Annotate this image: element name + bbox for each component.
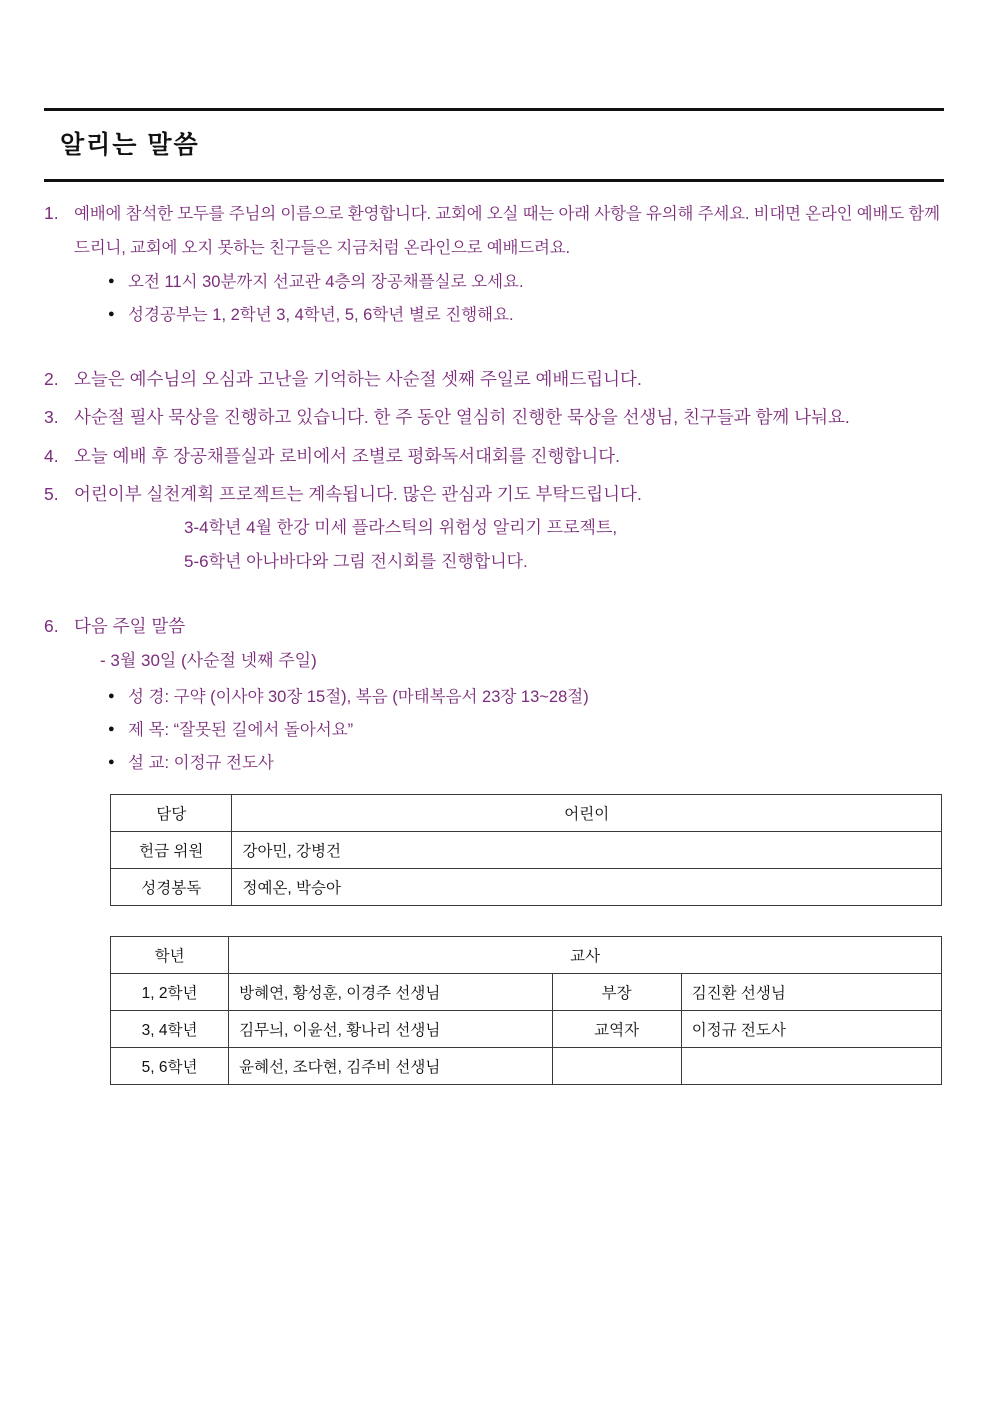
staff-person	[681, 1047, 941, 1084]
list-item: ● 성 경: 구약 (이사야 30장 15절), 복음 (마태복음서 23장 13~28절)	[108, 681, 942, 714]
item-number: 1.	[44, 203, 59, 223]
page-title: 알리는 말씀	[60, 131, 200, 159]
list-item	[44, 362, 942, 396]
duty-names: 강아민, 강병건	[232, 831, 942, 868]
table-row	[111, 936, 942, 973]
spacer	[44, 906, 942, 922]
duty-table	[110, 794, 942, 906]
teacher-names: 방혜연, 황성훈, 이경주 선생님	[229, 973, 552, 1010]
teacher-header-grade: 학년	[111, 936, 229, 973]
item-text: 예배에 참석한 모두를 주님의 이름으로 환영합니다. 교회에 오실 때는 아래 사항을 유의해 주세요. 비대면 온라인 예배도 함께 드리니, 교회에 오지 못하는 친구들은 지금처럼 온라인으로 예배드려요.	[74, 205, 940, 258]
item-bullets	[74, 681, 942, 780]
item-dash-line: - 3월 30일 (사순절 넷째 주일)	[100, 650, 317, 670]
spacer	[44, 583, 942, 609]
duty-role: 헌금 위원	[111, 831, 232, 868]
table-row	[111, 868, 942, 905]
item-subline: 5-6학년 아나바다와 그림 전시회를 진행합니다.	[184, 551, 528, 571]
item-text: 사순절 필사 묵상을 진행하고 있습니다. 한 주 동안 열심히 진행한 묵상을 선생님, 친구들과 함께 나눠요.	[74, 407, 850, 428]
teacher-grade: 1, 2학년	[111, 973, 229, 1010]
list-item: ● 성경공부는 1, 2학년 3, 4학년, 5, 6학년 별로 진행해요.	[108, 299, 942, 332]
table-row	[111, 794, 942, 831]
list-item: ● 오전 11시 30분까지 선교관 4층의 장공채플실로 오세요.	[108, 266, 942, 299]
teacher-names: 윤혜선, 조다현, 김주비 선생님	[229, 1047, 552, 1084]
table-row	[111, 1047, 942, 1084]
duty-header-group: 어린이	[232, 794, 942, 831]
item-text: 다음 주일 말씀	[74, 615, 186, 636]
announcement-list	[44, 196, 942, 780]
duty-role: 성경봉독	[111, 868, 232, 905]
teacher-header-teacher: 교사	[229, 936, 942, 973]
staff-person: 김진환 선생님	[681, 973, 941, 1010]
teacher-grade: 5, 6학년	[111, 1047, 229, 1084]
item-bullets	[74, 266, 942, 332]
table-row	[111, 973, 942, 1010]
table-row	[111, 1010, 942, 1047]
item-subline: 3-4학년 4월 한강 미세 플라스틱의 위험성 알리기 프로젝트,	[184, 517, 618, 537]
duty-names: 정예온, 박승아	[232, 868, 942, 905]
item-number: 2.	[44, 369, 59, 390]
item-text: 어린이부 실천계획 프로젝트는 계속됩니다. 많은 관심과 기도 부탁드립니다.	[74, 483, 642, 504]
list-item	[44, 439, 942, 473]
duty-header-role: 담당	[111, 794, 232, 831]
item-number: 5.	[44, 483, 59, 504]
teacher-grade: 3, 4학년	[111, 1010, 229, 1047]
teacher-table	[110, 936, 942, 1085]
list-item: ● 설 교: 이정규 전도사	[108, 747, 942, 780]
staff-role: 부장	[552, 973, 681, 1010]
list-item	[44, 477, 942, 579]
staff-role	[552, 1047, 681, 1084]
item-number: 3.	[44, 407, 59, 428]
staff-person: 이정규 전도사	[681, 1010, 941, 1047]
list-item	[44, 196, 942, 332]
item-number: 4.	[44, 445, 59, 466]
table-row	[111, 831, 942, 868]
list-item	[44, 400, 942, 434]
teacher-names: 김무늬, 이윤선, 황나리 선생님	[229, 1010, 552, 1047]
item-number: 6.	[44, 615, 59, 636]
list-item: ● 제 목: “잘못된 길에서 돌아서요”	[108, 714, 942, 747]
item-text: 오늘 예배 후 장공채플실과 로비에서 조별로 평화독서대회를 진행합니다.	[74, 445, 621, 466]
item-text: 오늘은 예수님의 오심과 고난을 기억하는 사순절 셋째 주일로 예배드립니다.	[74, 369, 642, 390]
spacer	[44, 336, 942, 362]
list-item	[44, 609, 942, 780]
announcement-body	[44, 182, 942, 1085]
staff-role: 교역자	[552, 1010, 681, 1047]
